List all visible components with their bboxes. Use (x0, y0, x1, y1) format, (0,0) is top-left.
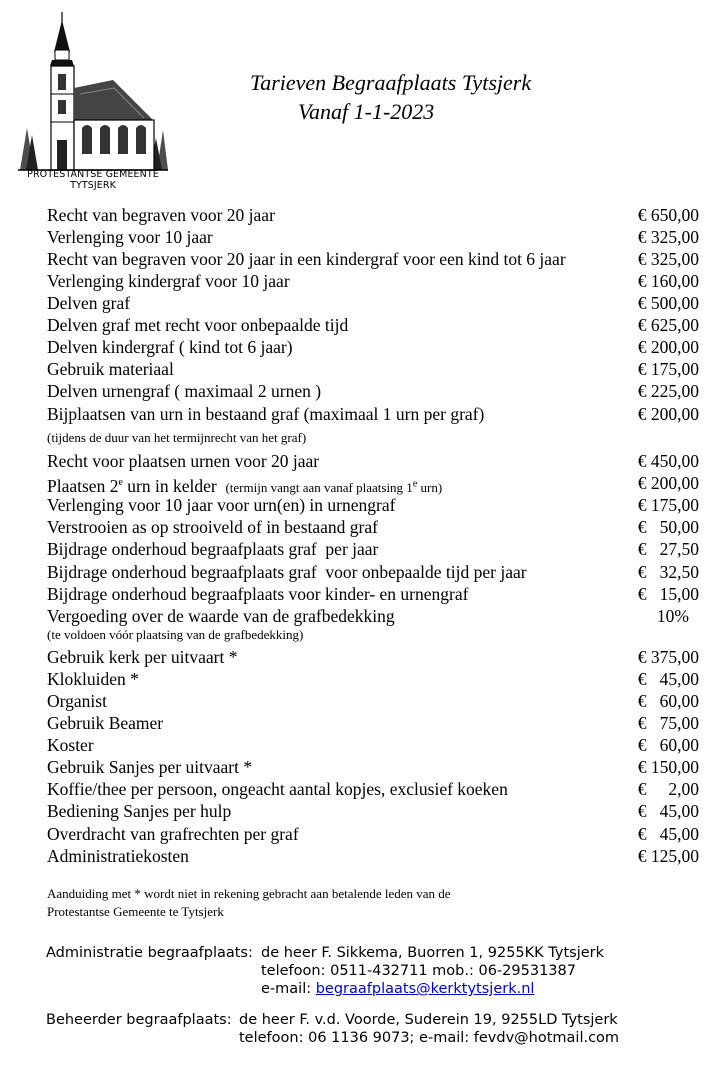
tariff-label: Delven graf (47, 293, 131, 313)
tariff-label: Bediening Sanjes per hulp (47, 801, 232, 821)
tariff-price: € 160,00 (637, 271, 699, 291)
church-icon (18, 10, 168, 175)
tariff-note: (tijdens de duur van het termijnrecht van het graf) (47, 430, 307, 445)
tariff-label: Koster (47, 735, 94, 755)
tariff-row (47, 403, 699, 425)
tariff-price: € 32,50 (637, 562, 699, 582)
tariff-note-part: urn) (417, 479, 443, 495)
tariff-row (47, 800, 699, 822)
tariff-row (47, 646, 699, 668)
tariff-row (47, 845, 699, 867)
tariff-row (47, 778, 699, 800)
tariff-price: € 200,00 (637, 404, 699, 424)
tariff-price: € 500,00 (637, 293, 699, 313)
tariff-price: € 625,00 (637, 315, 699, 335)
tariff-note-part: (termijn vangt aan vanaf plaatsing 1 (225, 479, 413, 495)
tariff-row (47, 756, 699, 778)
tariff-label: Vergoeding over de waarde van de grafbedekking (47, 606, 395, 626)
tariff-label: Verlenging voor 10 jaar voor urn(en) in urnengraf (47, 495, 396, 515)
tariff-row (47, 823, 699, 845)
tariff-label: Bijplaatsen van urn in bestaand graf (maximaal 1 urn per graf) (47, 404, 485, 424)
tariff-row (47, 314, 699, 336)
tariff-row (47, 292, 699, 314)
beheerder-contact: telefoon: 06 1136 9073; e-mail: fevdv@hotmail.com (239, 1030, 620, 1046)
administratie-phone: telefoon: 0511-432711 mob.: 06-29531387 (261, 963, 576, 979)
tariff-label-part: Plaatsen 2 (47, 475, 119, 496)
tariff-row (47, 734, 699, 756)
tariff-row (47, 690, 699, 712)
logo-text-line2: TYTSJERK (70, 180, 116, 191)
tariff-row (47, 583, 699, 605)
tariff-price: € 45,00 (637, 801, 699, 821)
tariff-price: 10% (656, 606, 689, 626)
tariff-label: Koffie/thee per persoon, ongeacht aantal kopjes, exclusief koeken (47, 779, 508, 799)
tariff-label: Recht van begraven voor 20 jaar (47, 205, 275, 225)
tariff-price: € 27,50 (637, 539, 699, 559)
tariff-row (47, 336, 699, 358)
administratie-email-line (261, 980, 534, 998)
tariff-label: Gebruik materiaal (47, 359, 174, 379)
email-prefix: e-mail: (261, 981, 316, 997)
tariff-label: Verlenging voor 10 jaar (47, 227, 213, 247)
tariff-label: Recht voor plaatsen urnen voor 20 jaar (47, 451, 320, 471)
footnote (47, 885, 451, 921)
tariff-price: € 225,00 (637, 381, 699, 401)
tariff-price: € 200,00 (637, 473, 699, 493)
tariff-price: € 75,00 (637, 713, 699, 733)
tariff-label: Organist (47, 691, 107, 711)
tariff-row (47, 712, 699, 734)
tariff-label: Bijdrage onderhoud begraafplaats voor kinder- en urnengraf (47, 584, 469, 604)
tariff-row (47, 226, 699, 248)
church-logo (18, 10, 168, 195)
tariff-row (47, 494, 699, 516)
tariff-price: € 60,00 (637, 735, 699, 755)
tariff-label: Gebruik Beamer (47, 713, 164, 733)
tariff-price: € 375,00 (637, 647, 699, 667)
tariff-note: (te voldoen vóór plaatsing van de grafbedekking) (47, 627, 304, 642)
tariff-label: Verstrooien as op strooiveld of in bestaand graf (47, 517, 378, 537)
tariff-row (47, 248, 699, 270)
tariff-label-part: urn in kelder (122, 475, 217, 496)
tariff-price: € 150,00 (637, 757, 699, 777)
tariff-row (47, 380, 699, 402)
tariff-price: € 175,00 (637, 359, 699, 379)
logo-text-line1: PROTESTANTSE GEMEENTE (27, 169, 159, 180)
tariff-row (47, 450, 699, 472)
superscript: e (118, 477, 123, 488)
tariff-label: Klokluiden * (47, 669, 139, 689)
tariff-label: Delven urnengraf ( maximaal 2 urnen ) (47, 381, 322, 401)
tariff-row (47, 516, 699, 538)
tariff-row (47, 605, 699, 627)
tariff-row (47, 358, 699, 380)
tariff-row (47, 668, 699, 690)
tariff-price: € 175,00 (637, 495, 699, 515)
beheerder-label: Beheerder begraafplaats: (46, 1012, 232, 1028)
footnote-line: Aanduiding met * wordt niet in rekening gebracht aan betalende leden van de (47, 886, 451, 901)
tariff-price: € 50,00 (637, 517, 699, 537)
tariff-row (47, 472, 699, 494)
tariff-label: Bijdrage onderhoud begraafplaats graf per jaar (47, 539, 379, 559)
tariff-price: € 2,00 (637, 779, 699, 799)
tariff-label: Gebruik kerk per uitvaart * (47, 647, 238, 667)
tariff-price: € 325,00 (637, 249, 699, 269)
tariff-inline-note (225, 480, 442, 495)
page-subtitle: Vanaf 1-1-2023 (298, 99, 435, 124)
tariff-price: € 125,00 (637, 846, 699, 866)
superscript: e (412, 478, 418, 490)
tariff-price: € 325,00 (637, 227, 699, 247)
tariff-label: Overdracht van grafrechten per graf (47, 824, 299, 844)
footnote-line: Protestantse Gemeente te Tytsjerk (47, 904, 224, 919)
administratie-email-link[interactable]: begraafplaats@kerktytsjerk.nl (315, 981, 535, 997)
tariff-label: Administratiekosten (47, 846, 189, 866)
tariff-row (47, 538, 699, 560)
tariff-price: € 650,00 (637, 205, 699, 225)
tariff-label: Delven kindergraf ( kind tot 6 jaar) (47, 337, 293, 357)
tariff-label: Recht van begraven voor 20 jaar in een kindergraf voor een kind tot 6 jaar (47, 249, 566, 269)
tariff-price: € 45,00 (637, 669, 699, 689)
tariff-label: Bijdrage onderhoud begraafplaats graf voor onbepaalde tijd per jaar (47, 562, 527, 582)
administratie-label: Administratie begraafplaats: (46, 945, 253, 961)
tariff-price: € 60,00 (637, 691, 699, 711)
tariff-row (47, 204, 699, 226)
tariff-row (47, 270, 699, 292)
administratie-address: de heer F. Sikkema, Buorren 1, 9255KK Tytsjerk (261, 945, 605, 961)
tariff-price: € 15,00 (637, 584, 699, 604)
tariff-row (47, 561, 699, 583)
tariff-price: € 200,00 (637, 337, 699, 357)
page-title: Tarieven Begraafplaats Tytsjerk (250, 70, 532, 95)
tariff-price: € 450,00 (637, 451, 699, 471)
tariff-price: € 45,00 (637, 824, 699, 844)
tariff-label: Gebruik Sanjes per uitvaart * (47, 757, 253, 777)
tariff-label: Verlenging kindergraf voor 10 jaar (47, 271, 290, 291)
tariff-label: Delven graf met recht voor onbepaalde tijd (47, 315, 349, 335)
beheerder-address: de heer F. v.d. Voorde, Suderein 19, 9255LD Tytsjerk (239, 1012, 618, 1028)
